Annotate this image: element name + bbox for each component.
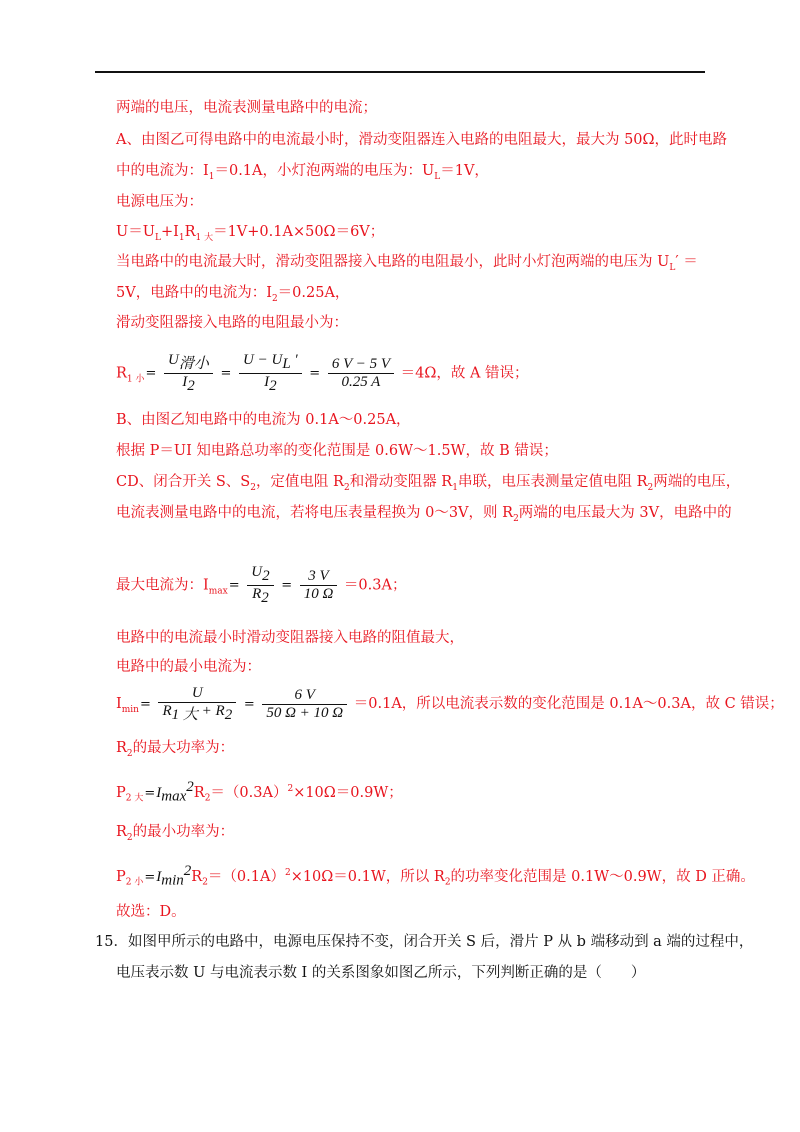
text-line: 中的电流为：$I_1=0.1A$，小灯泡两端的电压为：$U_L=1V$，	[116, 163, 489, 182]
text-line: $R_2$的最大功率为：	[116, 740, 235, 759]
text-line: 5V，电路中的电流为：$I_2=0.25A$，	[116, 285, 350, 304]
fraction: $\frac{U_2}{R_2}$	[247, 564, 273, 607]
text-line: 电源电压为：	[116, 194, 203, 210]
text-line: A、由图乙可得电路中的电流最小时，滑动变阻器连入电路的电阻最大，最大为 50Ω，此时电路	[116, 132, 728, 148]
formula-p2-max: $P_{2 大}=I_{max}^2R_2=(0.3A)^2\times 10\Omega=0.9W$；	[116, 779, 403, 805]
text-line: CD、闭合开关 S、$S_2$，定值电阻 $R_2$和滑动变阻器 $R_1$串联，电压表测量定值电阻 $R_2$两端的电压，	[116, 474, 741, 493]
text-line: 电流表测量电路中的电流，若将电压表量程换为 0～3V，则 $R_2$两端的电压最大为 3V，电路中的	[116, 505, 732, 524]
formula-p2-min: $P_{2 小}=I_{min}^2R_2=(0.1A)^2\times 10\Omega=0.1W$，所以 $R_2$的功率变化范围是 0.1W～0.9W，故 D 正确。	[116, 863, 755, 889]
text-line: $U=U_L+I_1R_{1 大}=1V+0.1A\times 50\Omega=6V$；	[116, 224, 385, 243]
fraction: $\frac{U_{滑小}}{I_2}$	[164, 352, 213, 395]
text-line: 当电路中的电流最大时，滑动变阻器接入电路的电阻最小，此时小灯泡两端的电压为 $U_L'$ ＝	[116, 254, 698, 273]
formula-r1-min: $R_{1 小}=$ $\frac{U_{滑小}}{I_2}$ = $\frac{U - U_L '}{I_2}$ = $\frac{6 V - 5 V}{0.25 A}$ ＝4Ω，故 A 错误；	[116, 352, 529, 394]
text-line: 电路中的电流最小时滑动变阻器接入电路的阻值最大，	[116, 630, 464, 646]
fraction: $\frac{3 V}{10 \Omega}$	[300, 568, 338, 603]
text-line: B、由图乙知电路中的电流为 0.1A～0.25A，	[116, 412, 411, 428]
question-15-cont: 电压表示数 U 与电流表示数 I 的关系图象如图乙所示，下列判断正确的是（ ）	[116, 965, 646, 981]
header-rule	[95, 71, 705, 73]
fraction: $\frac{U}{R_{1 大} + R_2}$	[158, 685, 236, 724]
fraction: $\frac{6 V}{50 \Omega + 10 \Omega}$	[262, 687, 347, 722]
formula-imax: 最大电流为：$I_{max}=$ $\frac{U_2}{R_2}$ = $\frac{3 V}{10 \Omega}$ ＝0.3A；	[116, 564, 407, 606]
question-15: 15．如图甲所示的电路中，电源电压保持不变，闭合开关 S 后，滑片 P 从 b 端移动到 a 端的过程中，	[95, 934, 754, 950]
text-line: 根据 P＝UI 知电路总功率的变化范围是 0.6W～1.5W，故 B 错误；	[116, 443, 558, 459]
answer-line: 故选：D。	[116, 904, 186, 920]
fraction: $\frac{6 V - 5 V}{0.25 A}$	[328, 356, 394, 391]
fraction: $\frac{U - U_L '}{I_2}$	[239, 352, 302, 395]
text-line: 滑动变阻器接入电路的电阻最小为：	[116, 315, 348, 331]
text-line: 电路中的最小电流为：	[116, 659, 261, 675]
formula-imin: $I_{min}=$ $\frac{U}{R_{1 大} + R_2}$ = $\frac{6 V}{50 \Omega + 10 \Omega}$ ＝0.1A，所以电流表示数的变化范围是 0.1A～0.3A，故 C 错误；	[116, 684, 784, 723]
text-line: 两端的电压，电流表测量电路中的电流；	[116, 100, 377, 116]
text-line: $R_2$的最小功率为：	[116, 824, 235, 843]
